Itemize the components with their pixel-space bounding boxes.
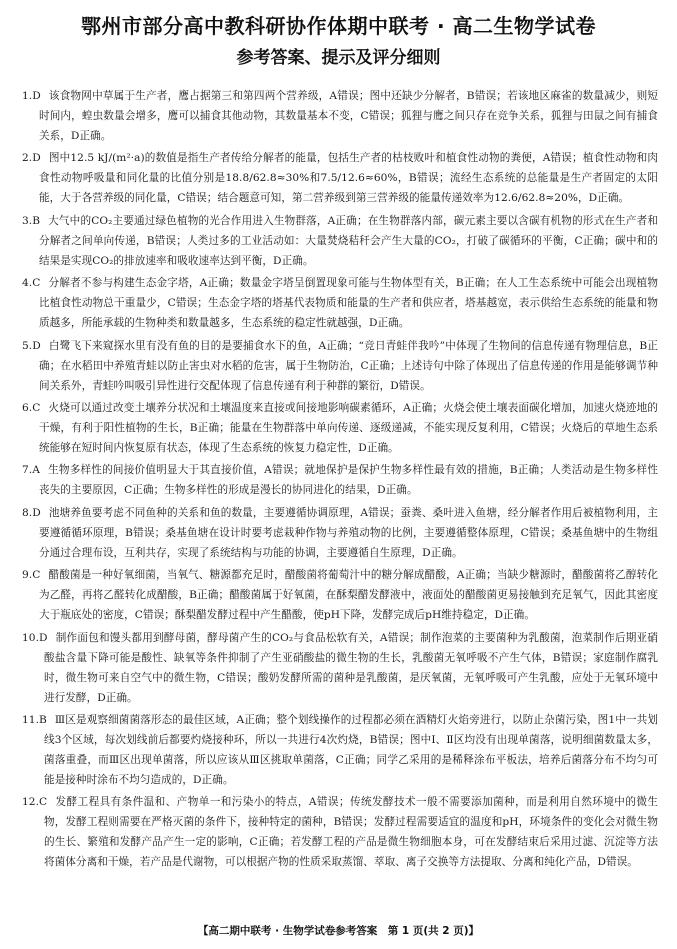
question-number: 3. <box>22 214 33 227</box>
answer-explanation: 制作面包和馒头都用到酵母菌，酵母菌产生的CO₂与食品松软有关，A错误；制作泡菜的主要菌种为乳酸菌，泡菜制作后期亚硝酸盐含量下降可能是酸性、缺氧等条件抑制了产生亚硝酸盐的微生物的生长，乳酸菌无氧呼吸不产生气体，B错误；家庭制作腐乳时，微生物可来自空气中的微生物，C错误；酸奶发酵所需的菌种是乳酸菌，是厌氧菌，无氧呼吸可产生乳酸，应处于无氧环境中进行发酵，D正确。 <box>44 631 658 704</box>
answer-explanation: 醋酸菌是一种好氧细菌，当氧气、糖源都充足时，醋酸菌将葡萄汁中的糖分解成醋酸，A正确；当缺少糖源时，醋酸菌将乙醇转化为乙醛，再将乙醛转化成醋酸，B正确；醋酸菌属于好氧菌，在酥梨醋发酵液中，液面处的醋酸菌更易接触到充足氧气，因此其密度大于瓶底处的密度，C错误；酥梨醋发酵过程中产生醋酸，使pH下降，发酵完成后pH维持稳定，D正确。 <box>39 569 658 622</box>
question-number: 4. <box>22 277 33 290</box>
answer-item <box>22 628 658 708</box>
answer-item <box>22 792 658 872</box>
answer-list <box>22 86 658 875</box>
answer-explanation: 火烧可以通过改变土壤养分状况和土壤温度来直接或间接地影响碳素循环，A正确；火烧会使土壤表面碳化增加，加速火烧迹地的干燥，有利于阳性植物的生长，B正确；能量在生物群落中单向传递、逐级递减，不能实现反复利用，C错误；火烧后的草地生态系统能够在短时间内恢复原有状态，体现了生态系统的恢复力稳定性，D正确。 <box>39 401 658 454</box>
answer-key: D <box>39 631 48 644</box>
answer-item <box>22 503 658 563</box>
question-number: 9. <box>22 569 33 582</box>
answer-explanation: 生物多样性的间接价值明显大于其直接价值，A错误；就地保护是保护生物多样性最有效的措施，B正确；人类活动是生物多样性丧失的主要原因，C正确；生物多样性的形成是漫长的协同进化的结果，D正确。 <box>39 464 658 497</box>
answer-explanation: 池塘养鱼要考虑不同鱼种的关系和鱼的数量，主要遵循协调原理，A错误；蚕粪、桑叶进入鱼塘，经分解者作用后被植物利用，主要遵循循环原理，B错误；桑基鱼塘在设计时要考虑栽种作物与养殖动物的比例，主要遵循整体原理，C错误；桑基鱼塘中的生物组分通过合理布设，互利共存，实现了系统结构与功能的协调，主要遵循自生原理，D正确。 <box>39 506 658 559</box>
page-title: 鄂州市部分高中教科研协作体期中联考 · 高二生物学试卷 <box>80 14 597 38</box>
answer-item <box>22 211 658 271</box>
answer-item <box>22 460 658 500</box>
answer-item <box>22 148 658 208</box>
question-number: 10. <box>22 631 39 644</box>
question-number: 2. <box>22 152 33 165</box>
answer-explanation: 图中12.5 kJ/(m²·a)的数值是指生产者传给分解者的能量，包括生产者的枯枝败叶和植食性动物的粪便，A错误；植食性动物和肉食性动物呼吸量和同化量的比值分别是18.8/62.8≈30%和7.5/12.6≈60%，B错误；流经生态系统的总能量是生产者固定的太阳能，大于各营养级的同化量，C错误；结合题意可知，第二营养级到第三营养级的能量传递效率为12.6/62.8≈20%，D正确。 <box>39 152 658 205</box>
answer-item <box>22 273 658 333</box>
question-number: 5. <box>22 339 33 352</box>
answer-key: C <box>39 796 48 809</box>
answer-key: D <box>32 152 41 165</box>
answer-explanation: 白鹭飞下来窥探水里有没有鱼的目的是要捕食水下的鱼，A正确；“竞日青蛙伴我吟”中体现了生物间的信息传递有物理信息，B正确；在水稻田中养殖青蛙以防止害虫对水稻的危害，属于生物防治，C正确；上述诗句中除了体现出了信息传递的作用是能够调节种间关系外，青蛙吟叫吸引异性进行交配体现了信息传递有利于种群的繁衍，D错误。 <box>39 339 658 392</box>
answer-explanation: 发酵工程具有条件温和、产物单一和污染小的特点，A错误；传统发酵技术一般不需要添加菌种，而是利用自然环境中的微生物，发酵工程则需要在严格灭菌的条件下，接种特定的菌种，B错误；发酵过程需要适宜的温度和pH，环境条件的变化会对微生物的生长、繁殖和发酵产品产生一定的影响，C正确；若发酵工程的产品是微生物细胞本身，可在发酵结束后采用过滤、沉淀等方法将菌体分离和干燥，若产品是代谢物，可以根据产物的性质采取蒸馏、萃取、离子交换等方法提取、分离和纯化产品，D错误。 <box>44 796 658 869</box>
answer-item <box>22 398 658 458</box>
answer-key: B <box>39 713 47 726</box>
answer-key: A <box>32 464 40 477</box>
answer-explanation: Ⅲ区是观察细菌菌落形态的最佳区域，A正确；整个划线操作的过程都必须在酒精灯火焰旁进行，以防止杂菌污染，图1中一共划线3个区域，每次划线前后都要灼烧接种环，所以一共进行4次灼烧，B错误；图中Ⅰ、Ⅱ区均没有出现单菌落，说明细菌数量太多，菌落重叠，而Ⅲ区出现单菌落，所以应该从Ⅲ区挑取单菌落，C正确；同学乙采用的是稀释涂布平板法，培养后菌落分布不均匀可能是接种时涂布不均匀造成的，D正确。 <box>44 713 658 786</box>
answer-key: C <box>32 401 41 414</box>
answer-key: D <box>32 339 41 352</box>
question-number: 1. <box>22 90 33 102</box>
answer-key: C <box>32 277 41 290</box>
answer-item <box>22 565 658 625</box>
answer-key: B <box>32 214 41 227</box>
answer-key: C <box>32 569 41 582</box>
answer-key: D <box>32 90 41 102</box>
page-subtitle: 参考答案、提示及评分细则 <box>236 48 441 68</box>
answer-explanation: 该食物网中草属于生产者，鹰占据第三和第四两个营养级，A错误；图中还缺少分解者，B错误；若该地区麻雀的数量减少，则短时间内，蝗虫数量会增多，鹰可以捕食其他动物，其数量基本不变，C错误；狐狸与鹰之间只存在竞争关系，狐狸与田鼠之间有捕食关系，D正确。 <box>39 90 658 142</box>
question-number: 8. <box>22 506 33 519</box>
answer-explanation: 大气中的CO₂主要通过绿色植物的光合作用进入生物群落，A正确；在生物群落内部，碳元素主要以含碳有机物的形式在生产者和分解者之间单向传递，B错误；人类过多的工业活动如：大量焚烧秸秆会产生大量的CO₂，打破了碳循环的平衡，C正确；碳中和的结果是实现CO₂的排放速率和吸收速率达到平衡，D正确。 <box>39 214 658 267</box>
answer-item <box>22 336 658 396</box>
page-footer: 【高二期中联考 · 生物学试卷参考答案 第 1 页(共 2 页)】 <box>197 925 480 937</box>
question-number: 12. <box>22 796 39 809</box>
answer-item <box>22 86 658 146</box>
question-number: 6. <box>22 401 33 414</box>
question-number: 11. <box>22 713 39 726</box>
question-number: 7. <box>22 464 33 477</box>
answer-item <box>22 710 658 790</box>
answer-key: D <box>32 506 41 519</box>
answer-explanation: 分解者不参与构建生态金字塔，A正确；数量金字塔呈倒置现象可能与生物体型有关，B正确；在人工生态系统中可能会出现植物比植食性动物总干重量少，C错误；生态金字塔的塔基代表物质和能量的生产者和供应者，塔基越宽，表示供给生态系统的能量和物质越多，所能承载的生物种类和数量越多，生态系统的稳定性就越强，D正确。 <box>39 277 658 330</box>
